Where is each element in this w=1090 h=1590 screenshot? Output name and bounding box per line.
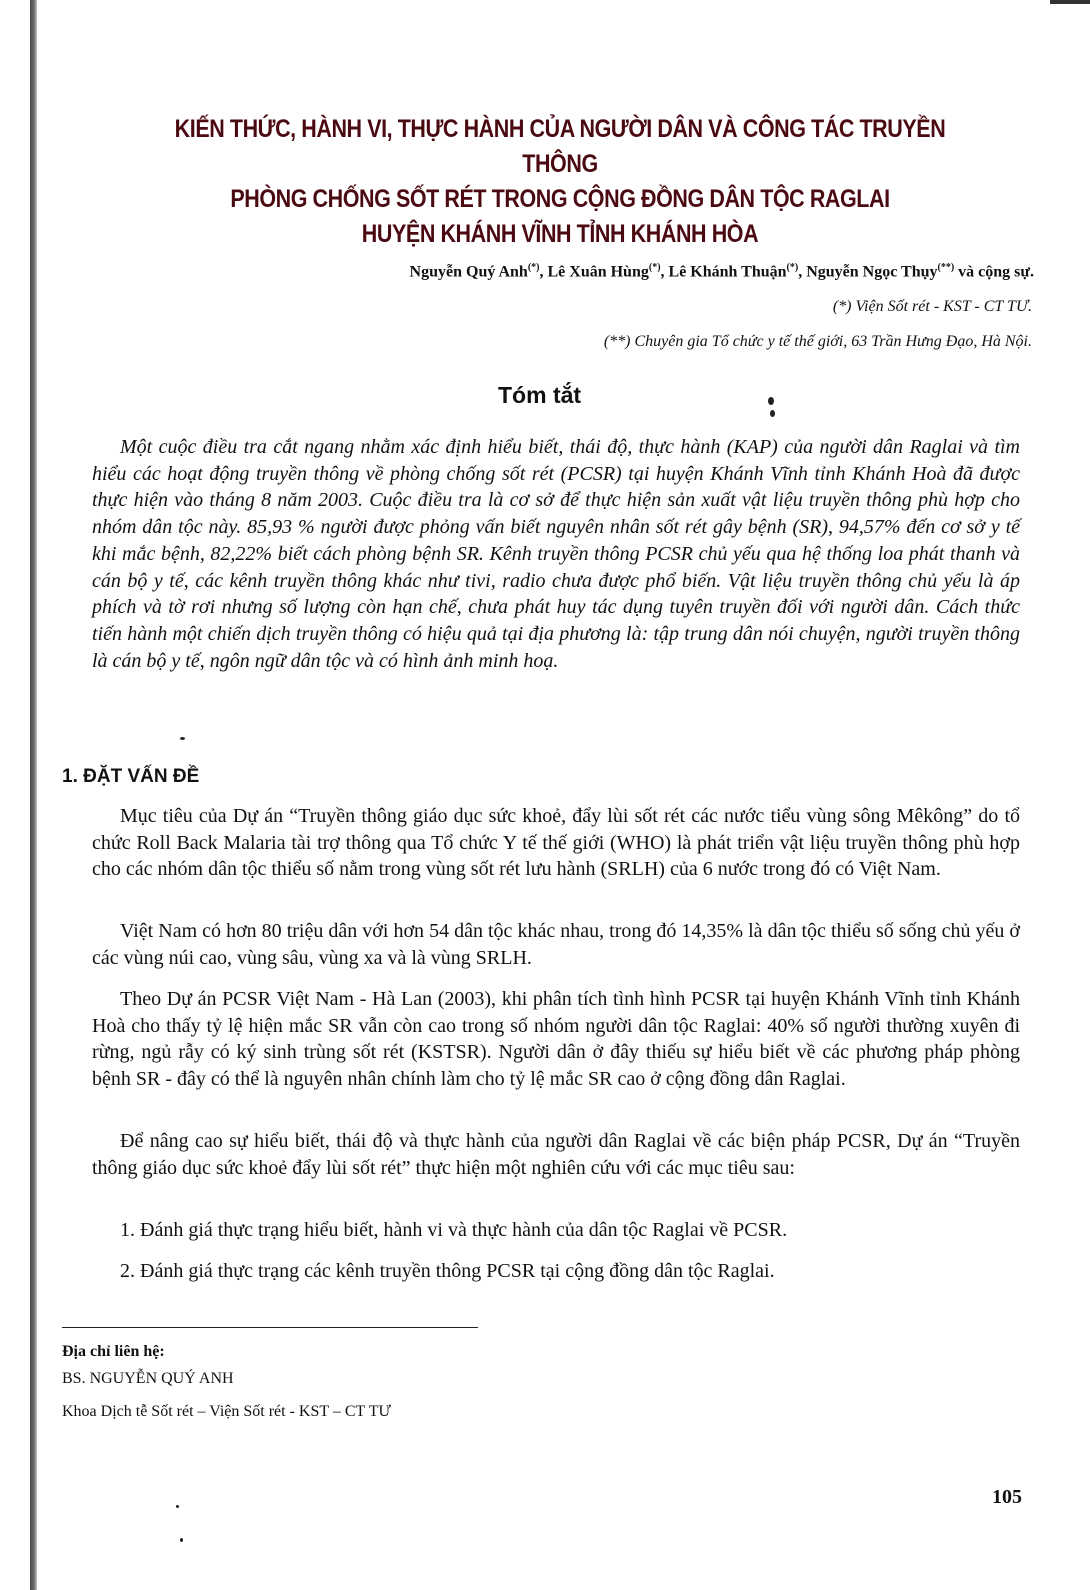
body-paragraph-1: Mục tiêu của Dự án “Truyền thông giáo dục sức khoẻ, đẩy lùi sốt rét các nước tiểu vùng sông Mêkông” do tổ chức Roll Back Malaria tài trợ thông qua Tổ chức Y tế thế giới (WHO) là phát triển vật liệu truyền thông phù hợp cho các nhóm dân tộc thiểu số nằm trong vùng sốt rét lưu hành (SRLH) của 6 nước trong đó có Việt Nam. [92,805,1020,880]
scan-speck [180,1538,183,1542]
objective-item-1: 1. Đánh giá thực trạng hiểu biết, hành vi và thực hành của dân tộc Raglai về PCSR. [120,1219,788,1241]
abstract-heading: Tóm tắt [498,382,582,408]
title-line-3: HUYỆN KHÁNH VĨNH TỈNH KHÁNH HÒA [361,220,759,248]
author-list [410,262,1034,281]
scan-speck [768,397,774,405]
body-paragraph-2: Việt Nam có hơn 80 triệu dân với hơn 54 dân tộc khác nhau, trong đó 14,35% là dân tộc thiểu số sống chủ yếu ở các vùng núi cao, vùng sâu, vùng xa và là vùng SRLH. [92,920,1020,969]
affiliation-1: (*) Viện Sốt rét - KST - CT TƯ. [832,298,1032,315]
page-number: 105 [992,1486,1022,1508]
author-list-tail: và cộng sự. [954,263,1034,281]
contact-name: BS. NGUYỄN QUÝ ANH [62,1370,234,1387]
affiliation-2: (**) Chuyên gia Tổ chức y tế thế giới, 63 Trần Hưng Đạo, Hà Nội. [603,333,1032,350]
author-name: , Lê Xuân Hùng [539,263,649,281]
body-paragraph-4: Để nâng cao sự hiểu biết, thái độ và thực hành của người dân Raglai về các biện pháp PCSR, Dự án “Truyền thông giáo dục sức khoẻ đẩy lùi sốt rét” thực hiện một nghiên cứu với các mục tiêu sau: [92,1130,1020,1179]
scan-corner-mark [1050,0,1090,4]
author-affiliation-mark: (*) [527,262,540,273]
author-name: , Lê Khánh Thuận [660,263,787,281]
scan-speck [176,1505,179,1508]
objective-item-2: 2. Đánh giá thực trạng các kênh truyền thông PCSR tại cộng đồng dân tộc Raglai. [120,1260,775,1282]
title-line-2: PHÒNG CHỐNG SỐT RÉT TRONG CỘNG ĐỒNG DÂN TỘC RAGLAI [230,185,890,213]
contact-label: Địa chỉ liên hệ: [62,1343,165,1360]
contact-department: Khoa Dịch tễ Sốt rét – Viện Sốt rét - KST – CT TƯ [62,1403,391,1420]
title-line-1: KIẾN THỨC, HÀNH VI, THỰC HÀNH CỦA NGƯỜI DÂN VÀ CÔNG TÁC TRUYỀN THÔNG [174,115,946,178]
author-name: , Nguyễn Ngọc Thụy [798,263,938,281]
scan-binding-edge [30,0,37,1590]
scan-speck [180,737,185,740]
body-paragraph-3: Theo Dự án PCSR Việt Nam - Hà Lan (2003), khi phân tích tình hình PCSR tại huyện Khánh Vĩnh tỉnh Khánh Hoà cho thấy tỷ lệ hiện mắc SR vẫn còn cao trong số nhóm người dân tộc Raglai: 40% số người thường xuyên đi rừng, ngủ rẫy có ký sinh trùng sốt rét (KSTSR). Người dân ở đây thiếu sự hiểu biết về các phương pháp phòng bệnh SR - đây có thể là nguyên nhân chính làm cho tỷ lệ mắc SR cao ở cộng đồng dân Raglai. [92,988,1020,1090]
author-affiliation-mark: (*) [648,262,661,273]
abstract-text: Một cuộc điều tra cắt ngang nhằm xác định hiểu biết, thái độ, thực hành (KAP) của người dân Raglai và tìm hiểu các hoạt động truyền thông về phòng chống sốt rét (PCSR) tại huyện Khánh Vĩnh tỉnh Khánh Hoà đã được thực hiện vào tháng 8 năm 2003. Cuộc điều tra là cơ sở để thực hiện sản xuất vật liệu truyền thông phù hợp cho nhóm dân tộc này. 85,93 % người được phỏng vấn biết nguyên nhân sốt rét gây bệnh (SR), 94,57% đến cơ sở y tế khi mắc bệnh, 82,22% biết cách phòng bệnh SR. Kênh truyền thông PCSR chủ yếu qua hệ thống loa phát thanh và cán bộ y tế, các kênh truyền thông khác như tivi, radio chưa được phổ biến. Vật liệu truyền thông chủ yếu là áp phích và tờ rơi nhưng số lượng còn hạn chế, chưa phát huy tác dụng tuyên truyền đối với người dân. Cách thức tiến hành một chiến dịch truyền thông có hiệu quả tại địa phương là: tập trung dân nói chuyện, người truyền thông là cán bộ y tế, ngôn ngữ dân tộc và có hình ảnh minh hoạ. [92,436,1020,672]
author-name: Nguyễn Quý Anh [409,263,528,281]
footnote-divider [62,1327,478,1328]
author-affiliation-mark: (*) [786,262,799,273]
section-heading: 1. ĐẶT VẤN ĐỀ [62,766,200,787]
scan-speck [770,410,775,417]
author-affiliation-mark: (**) [937,262,955,273]
paper-title [139,112,982,252]
